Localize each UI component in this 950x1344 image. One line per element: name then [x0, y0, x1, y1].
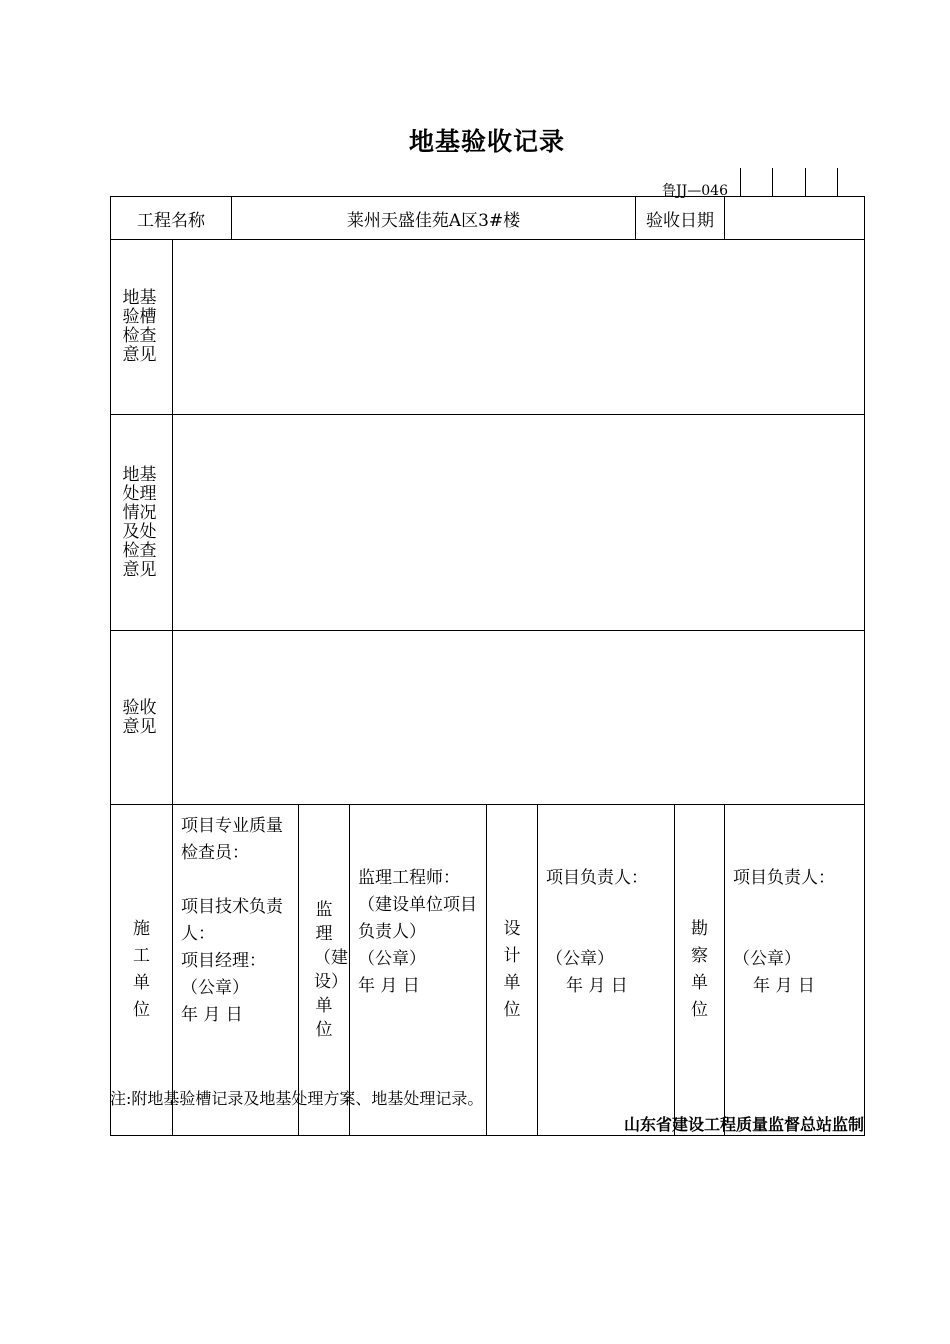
design-unit-label: 设计单位 [487, 805, 538, 1136]
project-name-label: 工程名称 [111, 197, 232, 240]
supervision-line: （公章） [358, 949, 426, 969]
construction-line: 项目经理： [181, 951, 266, 971]
survey-line [733, 919, 856, 946]
survey-line: （公章） [733, 949, 802, 969]
form-number-box[interactable] [773, 168, 805, 196]
form-code: 鲁JJ—046 [662, 183, 728, 199]
design-signature-cell[interactable] [538, 805, 675, 1136]
supervision-line: 监理工程师： [358, 868, 460, 888]
construction-line [181, 867, 290, 894]
acceptance-opinion-row [111, 631, 865, 805]
construction-unit-label: 施工单位 [111, 805, 173, 1136]
groove-inspection-label: 地基验槽检查意见 [111, 240, 173, 415]
survey-unit-label: 勘察单位 [675, 805, 725, 1136]
design-line: 项目负责人： [546, 868, 648, 888]
acceptance-opinion-label: 验收意见 [111, 631, 173, 805]
form-number-boxes[interactable] [740, 168, 838, 196]
form-number-box[interactable] [741, 168, 773, 196]
form-number-box[interactable] [806, 168, 837, 196]
construction-line: 人： [181, 924, 215, 944]
treatment-label: 地基处理情况及处检查意见 [111, 415, 173, 631]
design-line: （公章） [546, 949, 614, 969]
survey-signature-cell[interactable] [725, 805, 865, 1136]
construction-line: 项目技术负责 [181, 897, 283, 917]
page-title: 地基验收记录 [408, 127, 565, 156]
project-name-value[interactable]: 莱州天盛佳苑A区3#楼 [232, 197, 636, 240]
survey-line [733, 892, 856, 919]
supervision-line: （建设单位项目负责人） [358, 895, 477, 942]
survey-line: 年 月 日 [753, 976, 815, 996]
header-row [111, 197, 865, 240]
design-line [546, 892, 666, 919]
supervision-unit-label: 监理（建设）单位 [299, 805, 350, 1136]
design-line: 年 月 日 [566, 976, 628, 996]
construction-line: （公章） [181, 978, 249, 998]
groove-inspection-row [111, 240, 865, 415]
footnote: 注:附地基验槽记录及地基处理方案、地基处理记录。 [110, 1089, 484, 1108]
treatment-row [111, 415, 865, 631]
acceptance-date-value[interactable] [725, 197, 865, 240]
construction-line: 年 月 日 [181, 1005, 243, 1025]
issuer-footer: 山东省建设工程质量监督总站监制 [623, 1115, 864, 1134]
construction-line: 项目专业质量 [181, 816, 283, 836]
acceptance-opinion-content[interactable] [173, 631, 865, 805]
groove-inspection-content[interactable] [173, 240, 865, 415]
survey-line: 项目负责人： [733, 868, 836, 888]
construction-line: 检查员： [181, 843, 249, 863]
design-line [546, 919, 666, 946]
supervision-line: 年 月 日 [358, 976, 420, 996]
treatment-content[interactable] [173, 415, 865, 631]
acceptance-date-label: 验收日期 [636, 197, 725, 240]
acceptance-form-table [110, 196, 865, 1136]
